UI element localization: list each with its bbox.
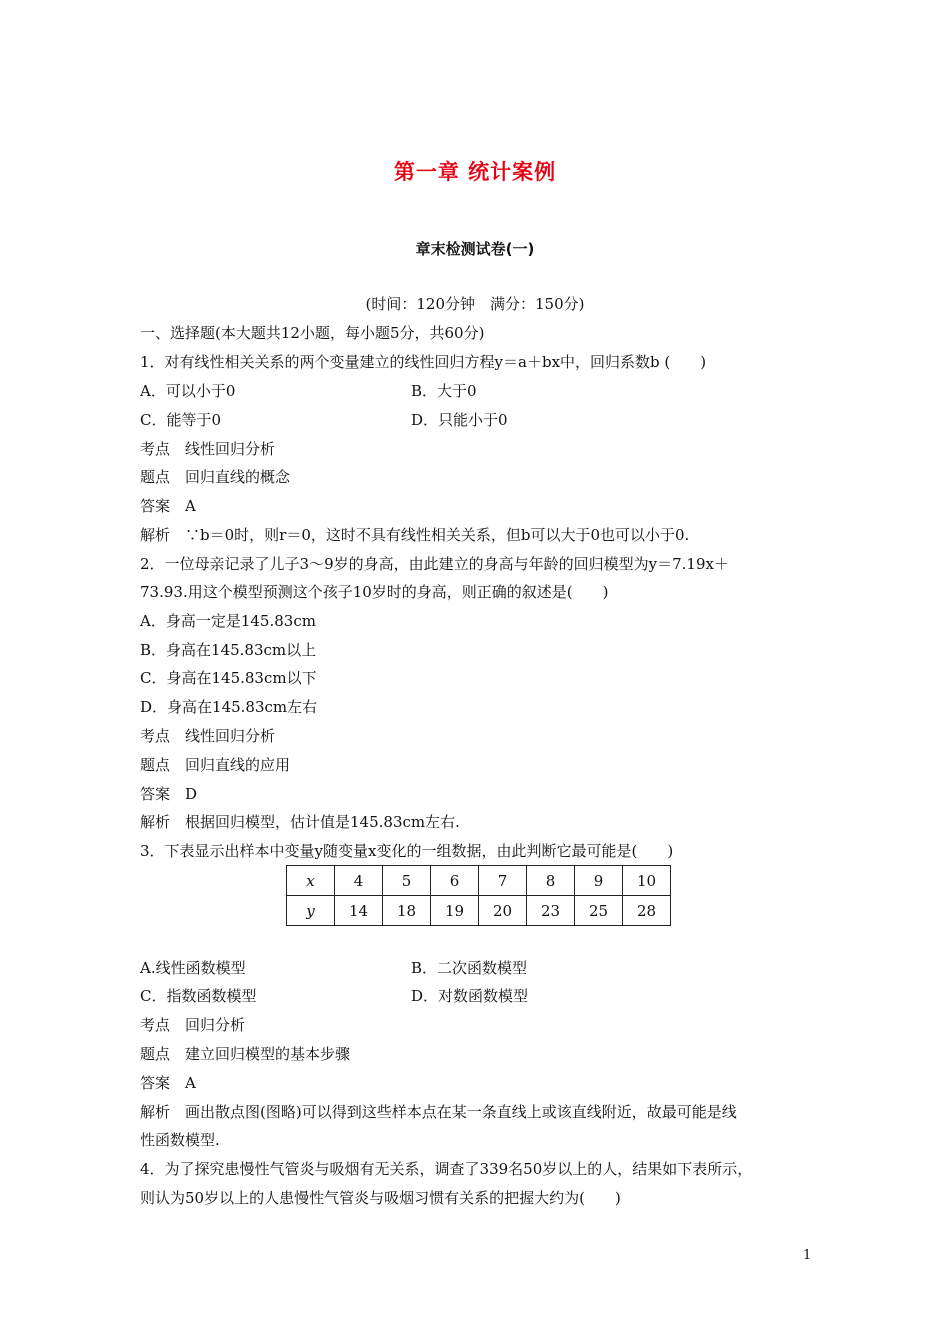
table-cell: 5 [383, 866, 431, 896]
q1-answer: 答案 A [140, 497, 196, 515]
q3-answer: 答案 A [140, 1074, 196, 1092]
table-row-y [287, 896, 671, 926]
q1-stem: 1．对有线性相关关系的两个变量建立的线性回归方程y＝a＋bx中，回归系数b ( ) [140, 353, 707, 371]
q2-answer: 答案 D [140, 785, 198, 803]
table-cell: 23 [527, 896, 575, 926]
q1-option-c: C．能等于0 [140, 411, 222, 429]
table-cell: 8 [527, 866, 575, 896]
exam-subtitle: 章末检测试卷(一) [415, 240, 535, 258]
time-info: (时间：120分钟 满分：150分) [365, 295, 585, 313]
q3-option-d: D．对数函数模型 [411, 987, 529, 1005]
q3-option-b: B．二次函数模型 [411, 959, 528, 977]
q3-option-c: C．指数函数模型 [140, 987, 257, 1005]
q2-option-a: A．身高一定是145.83cm [140, 612, 316, 630]
q2-tidian: 题点 回归直线的应用 [140, 756, 291, 774]
table-header-x: x [287, 866, 335, 896]
q1-option-d: D．只能小于0 [411, 411, 508, 429]
q1-kaodian: 考点 线性回归分析 [140, 440, 276, 458]
section-heading: 一、选择题(本大题共12小题，每小题5分，共60分) [140, 324, 485, 342]
q2-analysis: 解析 根据回归模型，估计值是145.83cm左右. [140, 813, 460, 831]
table-cell: 25 [575, 896, 623, 926]
table-row-x [287, 866, 671, 896]
table-cell: 18 [383, 896, 431, 926]
table-cell: 28 [623, 896, 671, 926]
table-cell: 9 [575, 866, 623, 896]
table-cell: 6 [431, 866, 479, 896]
q2-stem-line1: 2．一位母亲记录了儿子3～9岁的身高，由此建立的身高与年龄的回归模型为y＝7.19x＋ [140, 555, 729, 573]
table-cell: 4 [335, 866, 383, 896]
q1-option-a: A．可以小于0 [140, 382, 236, 400]
q4-stem-line2: 则认为50岁以上的人患慢性气管炎与吸烟习惯有关系的把握大约为( ) [140, 1189, 621, 1207]
q3-option-a: A.线性函数模型 [140, 959, 246, 977]
page-title: 第一章 统计案例 [393, 160, 557, 184]
q1-tidian: 题点 回归直线的概念 [140, 468, 291, 486]
q1-option-b: B．大于0 [411, 382, 477, 400]
table-cell: 19 [431, 896, 479, 926]
table-cell: 20 [479, 896, 527, 926]
table-cell: 14 [335, 896, 383, 926]
q3-tidian: 题点 建立回归模型的基本步骤 [140, 1045, 351, 1063]
q1-analysis: 解析 ∵b＝0时，则r＝0，这时不具有线性相关关系，但b可以大于0也可以小于0. [140, 526, 690, 544]
page-number: 1 [803, 1248, 812, 1263]
q3-kaodian: 考点 回归分析 [140, 1016, 246, 1034]
q3-analysis-line1: 解析 画出散点图(图略)可以得到这些样本点在某一条直线上或该直线附近，故最可能是线 [140, 1103, 737, 1121]
table-cell: 10 [623, 866, 671, 896]
q3-data-table [286, 865, 671, 926]
q2-stem-line2: 73.93.用这个模型预测这个孩子10岁时的身高，则正确的叙述是( ) [140, 583, 609, 601]
q2-option-b: B．身高在145.83cm以上 [140, 641, 317, 659]
q2-option-c: C．身高在145.83cm以下 [140, 669, 317, 687]
q2-kaodian: 考点 线性回归分析 [140, 727, 276, 745]
q3-analysis-line2: 性函数模型. [140, 1131, 220, 1149]
q2-option-d: D．身高在145.83cm左右 [140, 698, 318, 716]
table-header-y: y [287, 896, 335, 926]
q3-stem: 3．下表显示出样本中变量y随变量x变化的一组数据，由此判断它最可能是( ) [140, 842, 674, 860]
table-cell: 7 [479, 866, 527, 896]
q4-stem-line1: 4．为了探究患慢性气管炎与吸烟有无关系，调查了339名50岁以上的人，结果如下表所示， [140, 1160, 753, 1178]
